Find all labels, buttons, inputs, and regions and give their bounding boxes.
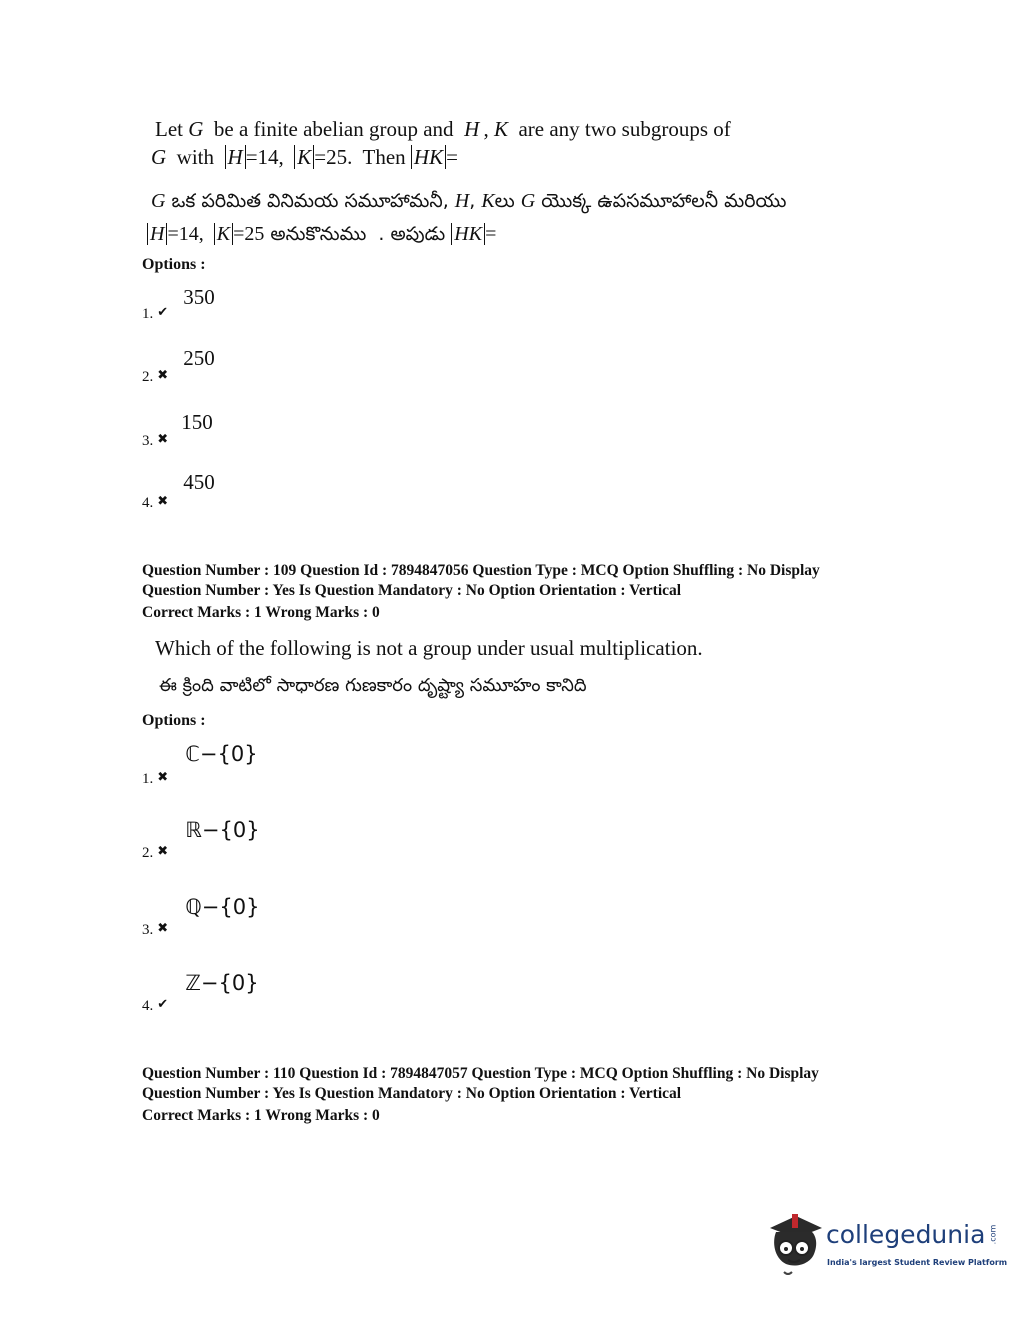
logo-name: collegedunia .com — [826, 1220, 998, 1249]
cross-icon: ✖ — [157, 367, 169, 382]
cross-icon: ✖ — [157, 843, 169, 858]
cross-icon: ✖ — [157, 431, 169, 446]
q109-meta-line3: Correct Marks : 1 Wrong Marks : 0 — [142, 604, 380, 621]
student-mascot-icon — [766, 1208, 826, 1280]
q109-option-2: 2. ✖ ℝ−{0} — [142, 818, 260, 861]
q109-option-4: 4. ✔ ℤ−{0} — [142, 971, 259, 1014]
q109-meta-line1: Question Number : 109 Question Id : 7894847056 Question Type : MCQ Option Shuffling : No Display — [142, 562, 820, 579]
logo-tagline: India's largest Student Review Platform — [827, 1258, 1008, 1267]
q110-meta-line3: Correct Marks : 1 Wrong Marks : 0 — [142, 1107, 380, 1124]
q110-meta-line1: Question Number : 110 Question Id : 7894847057 Question Type : MCQ Option Shuffling : No Display — [142, 1065, 819, 1082]
q108-telugu-line2: H =14, K =25 అనుకొనుము . అపుడు HK = — [147, 222, 496, 246]
q109-english-text: Which of the following is not a group under usual multiplication. — [155, 636, 703, 660]
q109-telugu-text: ఈ క్రింది వాటిలో సాధారణ గుణకారం దృష్ట్యా సమూహం కానిది — [159, 675, 587, 696]
check-icon: ✔ — [157, 304, 169, 319]
q108-english-line2: G with H =14, K =25. Then HK = — [151, 145, 458, 169]
q109-meta-line2: Question Number : Yes Is Question Mandatory : No Option Orientation : Vertical — [142, 582, 682, 599]
cross-icon: ✖ — [157, 769, 169, 784]
q108-options-label: Options : — [142, 256, 206, 273]
q108-option-2: 2. ✖ 250 — [142, 346, 215, 385]
q109-options-label: Options : — [142, 712, 206, 729]
cross-icon: ✖ — [157, 920, 169, 935]
q108-option-3: 3. ✖ 150 — [142, 410, 213, 449]
q108-option-4: 4. ✖ 450 — [142, 470, 215, 511]
q109-option-3: 3. ✖ ℚ−{0} — [142, 895, 260, 938]
collegedunia-logo — [766, 1208, 1008, 1282]
q110-meta-line2: Question Number : Yes Is Question Mandatory : No Option Orientation : Vertical — [142, 1085, 682, 1102]
q108-english-line1: Let G be a finite abelian group and H , K are any two subgroups of — [155, 117, 731, 141]
q108-option-1: 1. ✔ 350 — [142, 285, 215, 322]
cross-icon: ✖ — [157, 493, 169, 508]
q109-option-1: 1. ✖ ℂ−{0} — [142, 742, 258, 787]
q108-telugu-line1: G ఒక పరిమిత వినిమయ సమూహామనీ, H, Kలు G యొక్క ఉపసమూహాలనీ మరియు — [151, 190, 787, 212]
check-icon: ✔ — [157, 996, 169, 1011]
